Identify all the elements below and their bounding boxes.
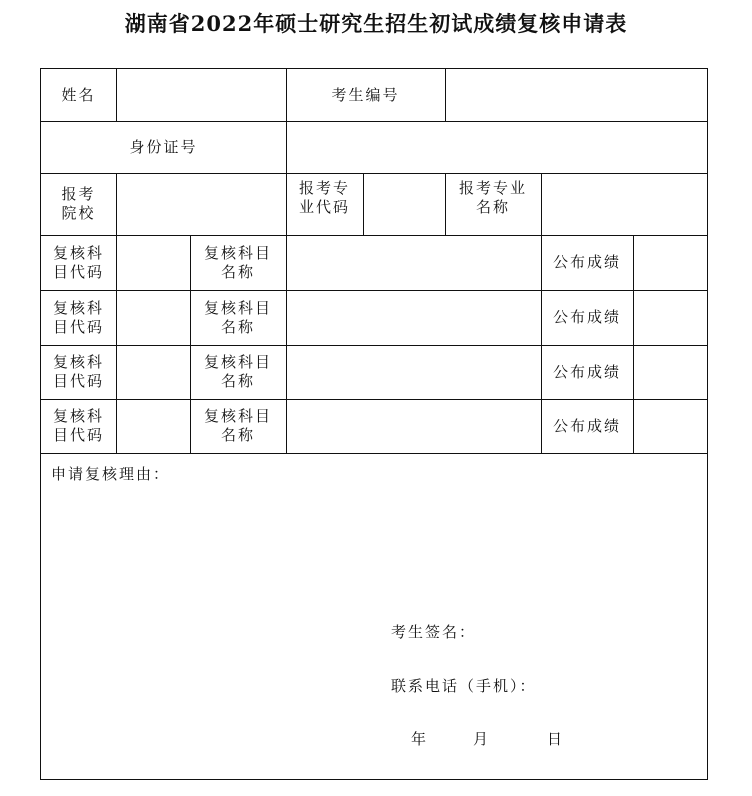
col-divider [445,69,446,121]
subject-code-field[interactable] [118,292,188,343]
subject-code-label: 复核科 目代码 [52,353,104,390]
school-field[interactable] [118,175,284,233]
major-name-label: 报考专业 名称 [458,179,527,216]
application-form [40,68,708,780]
col-divider [116,173,117,235]
id-number-label: 身份证号 [129,137,198,156]
subject-name-field[interactable] [288,347,539,397]
published-score-field[interactable] [635,292,705,343]
date-day-label: 日 [547,730,565,748]
subject-name-field[interactable] [288,401,539,451]
major-code-label: 报考专 业代码 [298,179,350,216]
published-score-field[interactable] [635,347,705,397]
col-divider [116,69,117,121]
date-month-label: 月 [473,730,491,748]
signature-label: 考生签名： [391,623,477,641]
reason-label: 申请复核理由： [51,465,171,483]
published-score-field[interactable] [635,237,705,288]
subject-code-field[interactable] [118,401,188,451]
page-title: 湖南省2022年硕士研究生招生初试成绩复核申请表 [124,11,628,36]
name-field[interactable] [118,71,284,119]
subject-code-label: 复核科 目代码 [52,407,104,444]
col-divider [363,173,364,235]
col-divider [541,173,542,235]
row-divider [41,173,707,174]
subject-name-label: 复核科目 名称 [203,407,272,444]
date-year-label: 年 [411,730,429,748]
reason-textarea[interactable] [43,489,705,619]
col-divider [286,235,287,453]
subject-code-field[interactable] [118,347,188,397]
id-number-field[interactable] [288,123,705,171]
signature-field[interactable] [481,617,681,643]
school-label: 报考 院校 [61,185,96,222]
subject-code-label: 复核科 目代码 [52,298,104,336]
col-divider [286,121,287,173]
published-score-label: 公布成绩 [552,253,621,271]
exam-number-label: 考生编号 [331,85,400,104]
row-divider [41,453,707,454]
major-name-field[interactable] [543,175,705,233]
name-label: 姓名 [61,85,96,104]
phone-field[interactable] [551,671,701,697]
subject-name-label: 复核科目 名称 [203,353,272,390]
subject-name-field[interactable] [288,237,539,288]
published-score-field[interactable] [635,401,705,451]
published-score-label: 公布成绩 [552,416,621,435]
published-score-label: 公布成绩 [552,362,621,381]
major-code-field[interactable] [365,175,443,233]
phone-label: 联系电话（手机）： [391,677,537,695]
published-score-label: 公布成绩 [552,308,621,326]
subject-code-label: 复核科 目代码 [52,243,104,281]
subject-name-field[interactable] [288,292,539,343]
subject-code-field[interactable] [118,237,188,288]
subject-name-label: 复核科目 名称 [203,298,272,336]
exam-number-field[interactable] [447,71,705,119]
col-divider [633,235,634,453]
subject-name-label: 复核科目 名称 [203,243,272,281]
col-divider [116,235,117,453]
